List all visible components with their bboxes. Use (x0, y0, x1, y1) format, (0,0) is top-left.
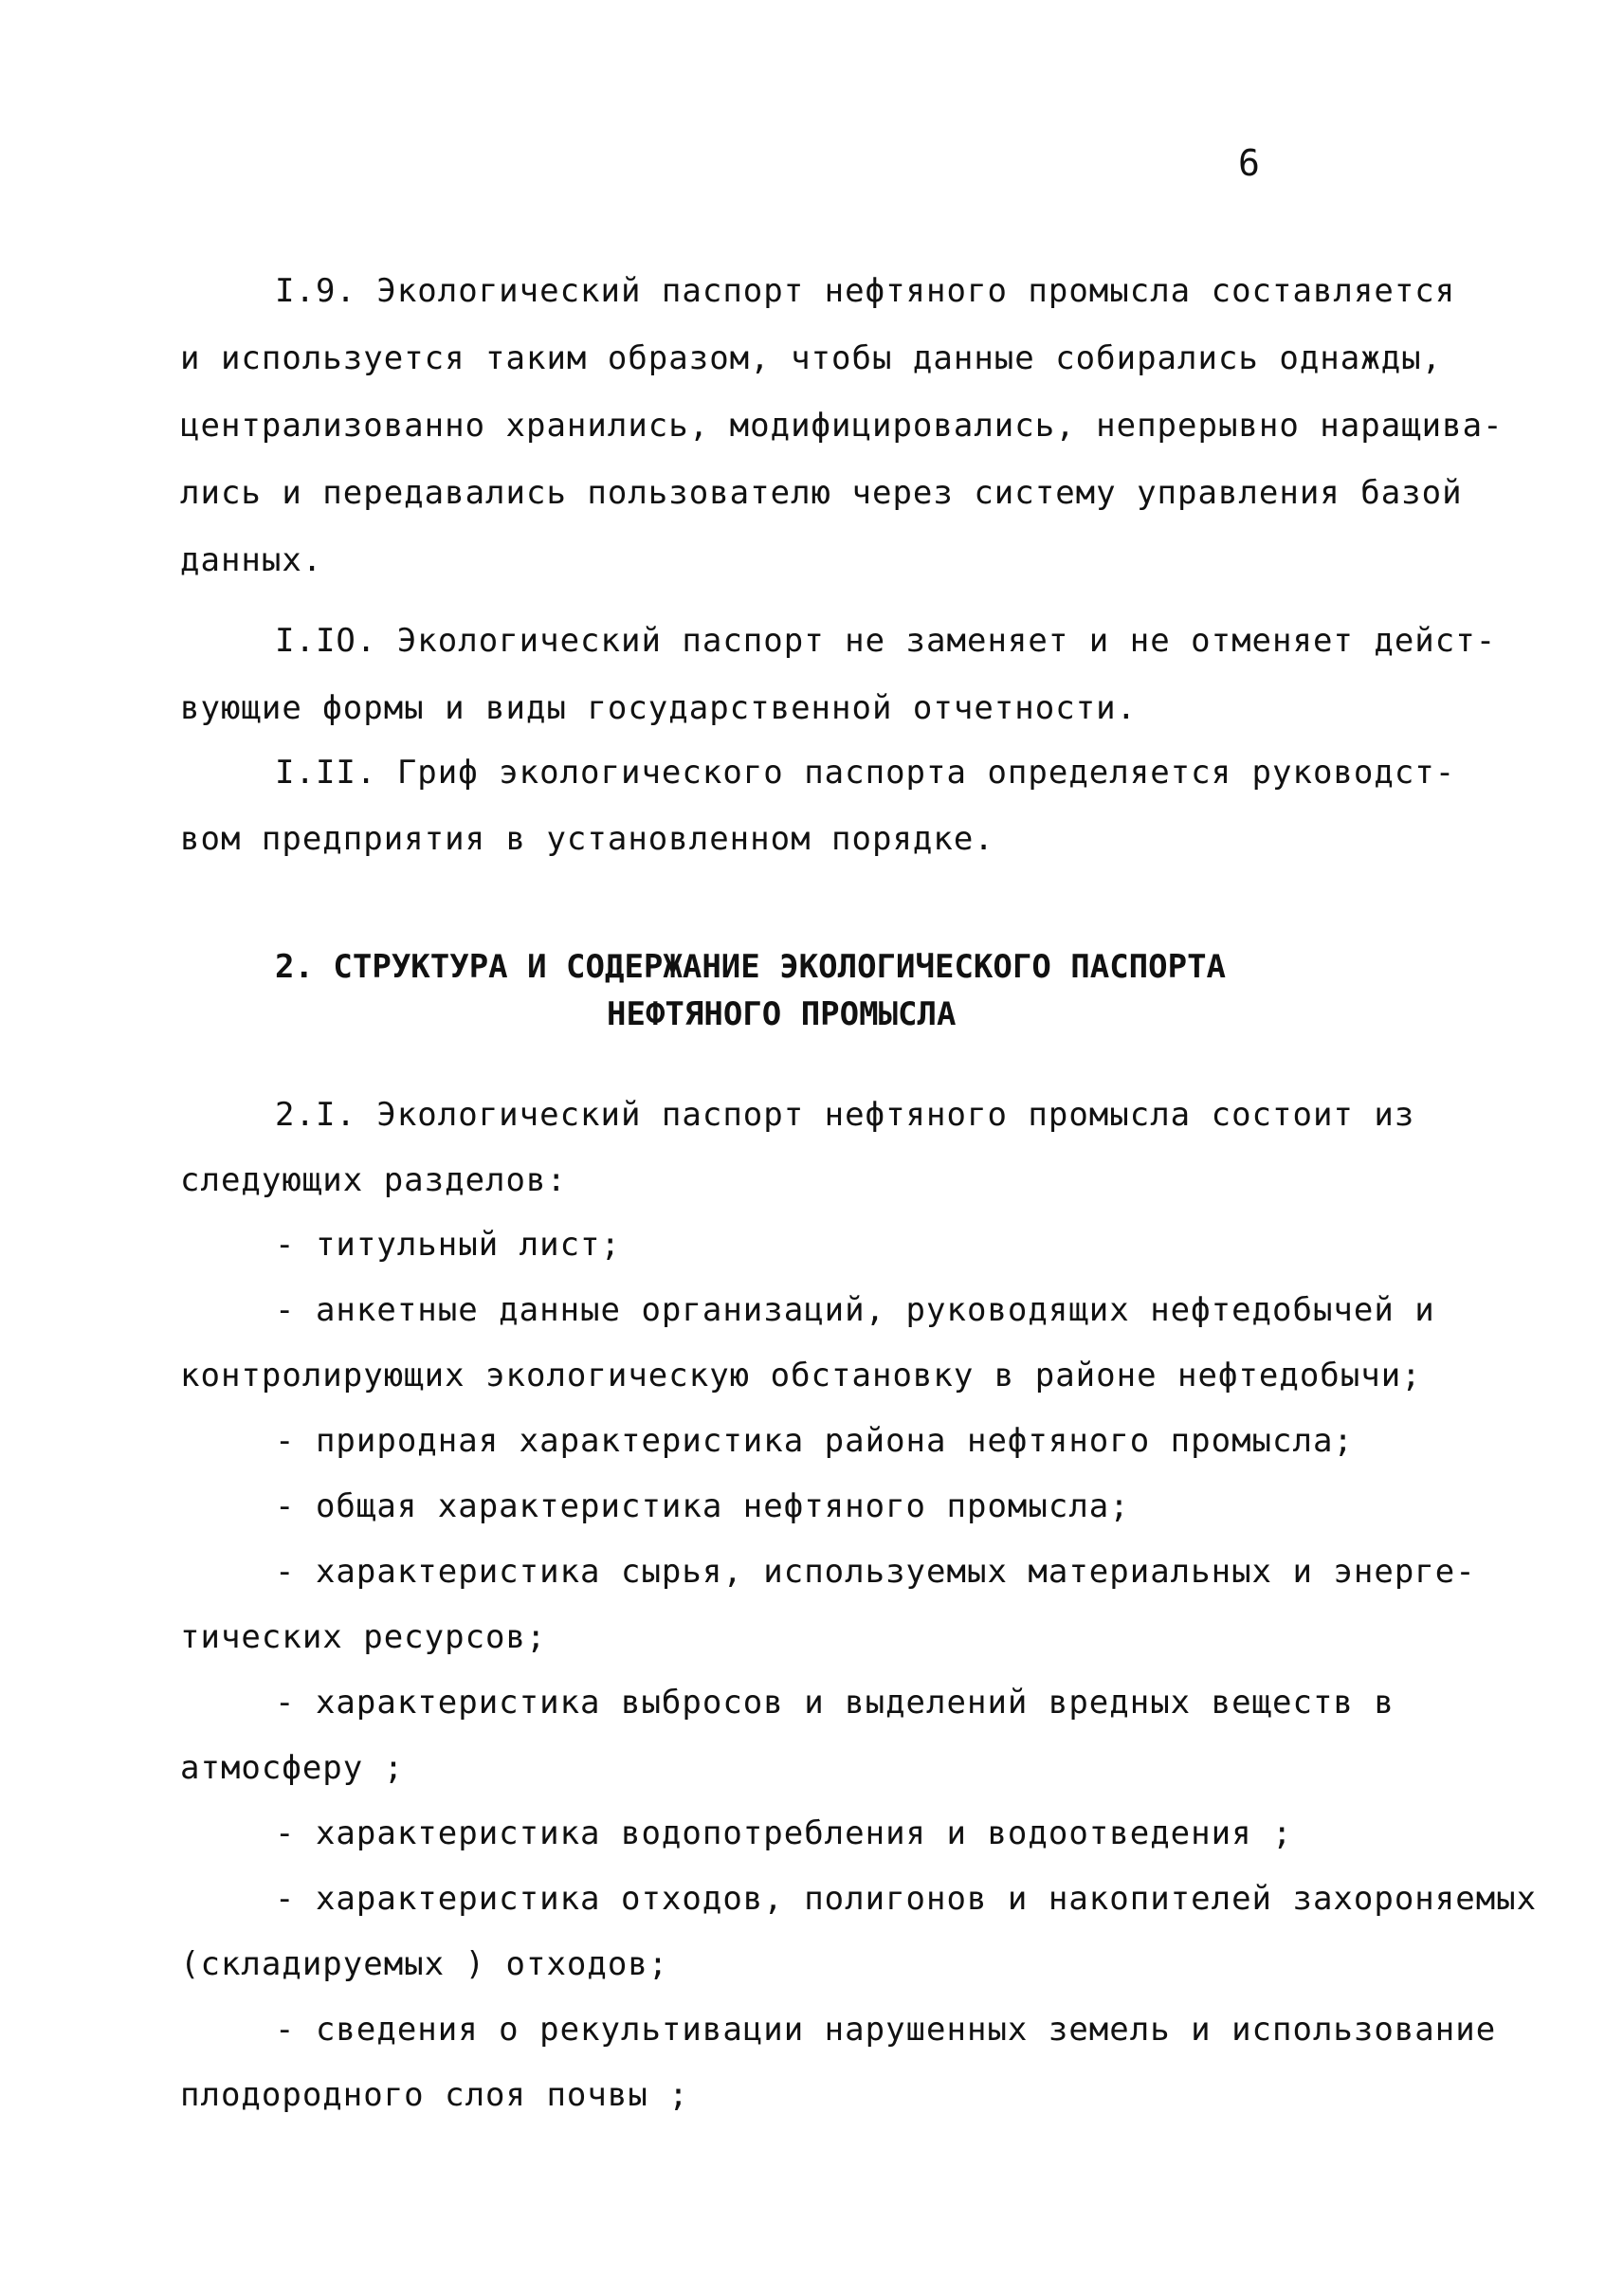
list-item: - характеристика сырья, используемых материальных и энерге- (275, 1553, 1476, 1591)
paragraph-2-1-line: следующих разделов: (180, 1161, 567, 1199)
paragraph-1-9-line: данных. (180, 541, 323, 579)
list-item-continuation: контролирующих экологическую обстановку в районе нефтедобычи; (180, 1357, 1422, 1394)
paragraph-1-9-line: и используется таким образом, чтобы данные собирались однажды, (180, 339, 1443, 377)
list-item: - природная характеристика района нефтяного промысла; (275, 1422, 1354, 1460)
section-heading-line: НЕФТЯНОГО ПРОМЫСЛА (607, 995, 957, 1033)
list-item: - характеристика водопотребления и водоотведения ; (275, 1814, 1293, 1852)
list-item: - характеристика выбросов и выделений вредных веществ в (275, 1684, 1395, 1722)
paragraph-1-9-line: централизованно хранились, модифицировались, непрерывно наращива- (180, 407, 1504, 445)
paragraph-1-10-line: I.IO. Экологический паспорт не заменяет и не отменяет дейст- (275, 622, 1497, 660)
list-item: - анкетные данные организаций, руководящих нефтедобычей и (275, 1291, 1435, 1329)
list-item-continuation: тических ресурсов; (180, 1618, 547, 1656)
list-item-continuation: (складируемых ) отходов; (180, 1945, 669, 1983)
list-item-continuation: плодородного слоя почвы ; (180, 2076, 689, 2114)
paragraph-1-11-line: I.II. Гриф экологического паспорта определяется руководст- (275, 754, 1456, 792)
list-item-continuation: атмосферу ; (180, 1749, 405, 1787)
paragraph-1-10-line: вующие формы и виды государственной отчетности. (180, 689, 1138, 727)
paragraph-1-11-line: вом предприятия в установленном порядке. (180, 820, 994, 858)
list-item: - общая характеристика нефтяного промысла; (275, 1487, 1130, 1525)
paragraph-1-9-line: I.9. Экологический паспорт нефтяного промысла составляется (275, 272, 1456, 310)
paragraph-2-1-line: 2.I. Экологический паспорт нефтяного промысла состоит из (275, 1096, 1415, 1134)
page-number: 6 (1238, 142, 1260, 184)
list-item: - сведения о рекультивации нарушенных земель и использование (275, 2011, 1497, 2049)
list-item: - характеристика отходов, полигонов и накопителей захороняемых (275, 1880, 1538, 1918)
section-heading-line: 2. СТРУКТУРА И СОДЕРЖАНИЕ ЭКОЛОГИЧЕСКОГО ПАСПОРТА (275, 948, 1227, 986)
paragraph-1-9-line: лись и передавались пользователю через систему управления базой (180, 474, 1463, 512)
list-item: - титульный лист; (275, 1226, 621, 1264)
